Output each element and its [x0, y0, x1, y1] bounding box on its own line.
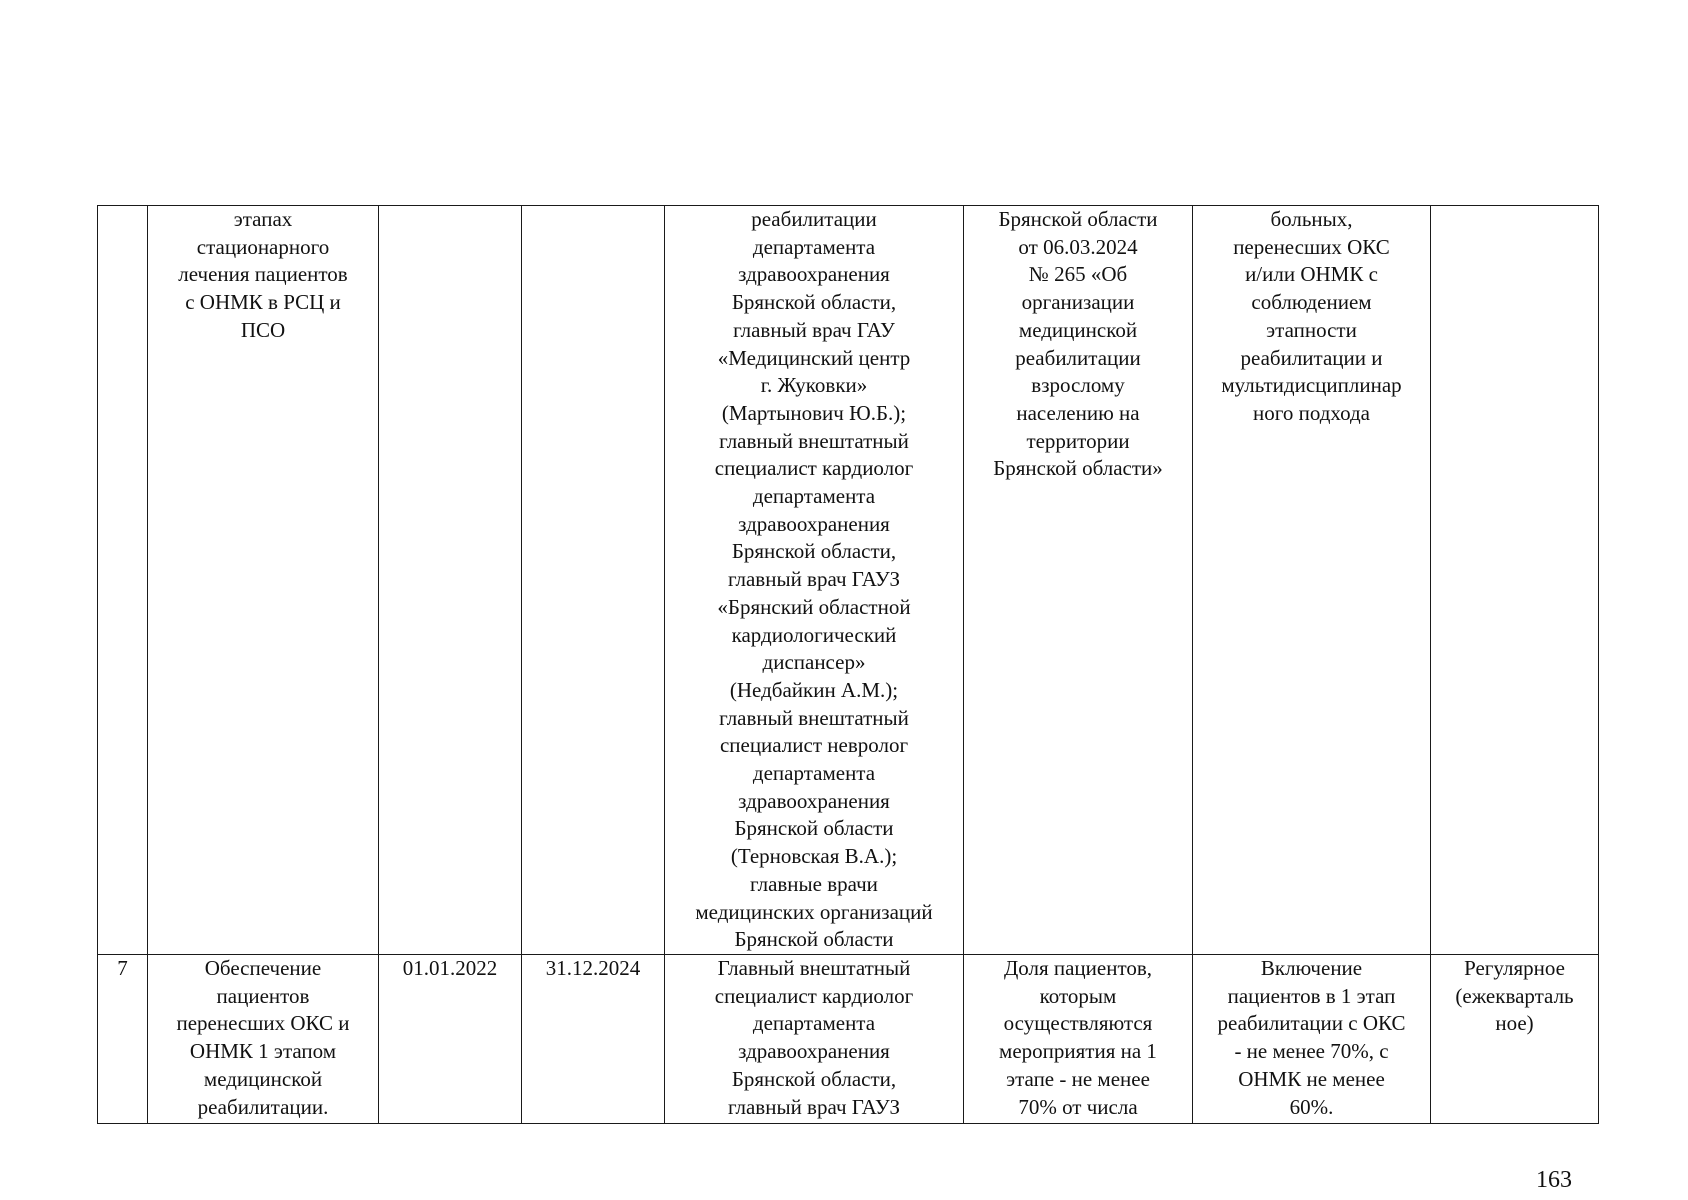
- periodicity-cell: Регулярное (ежекварталь ное): [1431, 954, 1599, 1123]
- table-row: [98, 206, 1599, 955]
- activity-cell: этапах стационарного лечения пациентов с ОНМК в РСЦ и ПСО: [148, 206, 379, 955]
- indicator-cell: Брянской области от 06.03.2024 № 265 «Об организации медицинской реабилитации взрослому населению на территории Брянской области»: [964, 206, 1193, 955]
- row-number-cell: 7: [98, 954, 148, 1123]
- end-date-cell: 31.12.2024: [522, 954, 665, 1123]
- end-date-cell: [522, 206, 665, 955]
- responsible-cell: Главный внештатный специалист кардиолог департамента здравоохранения Брянской области, главный врач ГАУЗ: [665, 954, 964, 1123]
- activity-cell: Обеспечение пациентов перенесших ОКС и ОНМК 1 этапом медицинской реабилитации.: [148, 954, 379, 1123]
- table-row: [98, 954, 1599, 1123]
- page-number: 163: [1536, 1167, 1572, 1193]
- row-number-cell: [98, 206, 148, 955]
- start-date-cell: [379, 206, 522, 955]
- indicator-cell: Доля пациентов, которым осуществляются мероприятия на 1 этапе - не менее 70% от числа: [964, 954, 1193, 1123]
- plan-table: [97, 205, 1599, 1124]
- result-cell: больных, перенесших ОКС и/или ОНМК с соблюдением этапности реабилитации и мультидисциплинар ного подхода: [1193, 206, 1431, 955]
- periodicity-cell: [1431, 206, 1599, 955]
- start-date-cell: 01.01.2022: [379, 954, 522, 1123]
- result-cell: Включение пациентов в 1 этап реабилитации с ОКС - не менее 70%, с ОНМК не менее 60%.: [1193, 954, 1431, 1123]
- responsible-cell: реабилитации департамента здравоохранения Брянской области, главный врач ГАУ «Медицинский центр г. Жуковки» (Мартынович Ю.Б.); главный внештатный специалист кардиолог департамента здравоохранения Брянской области, главный врач ГАУЗ «Брянский областной кардиологический диспансер» (Недбайкин А.М.); главный внештатный специалист невролог департамента здравоохранения Брянской области (Терновская В.А.); главные врачи медицинских организаций Брянской области: [665, 206, 964, 955]
